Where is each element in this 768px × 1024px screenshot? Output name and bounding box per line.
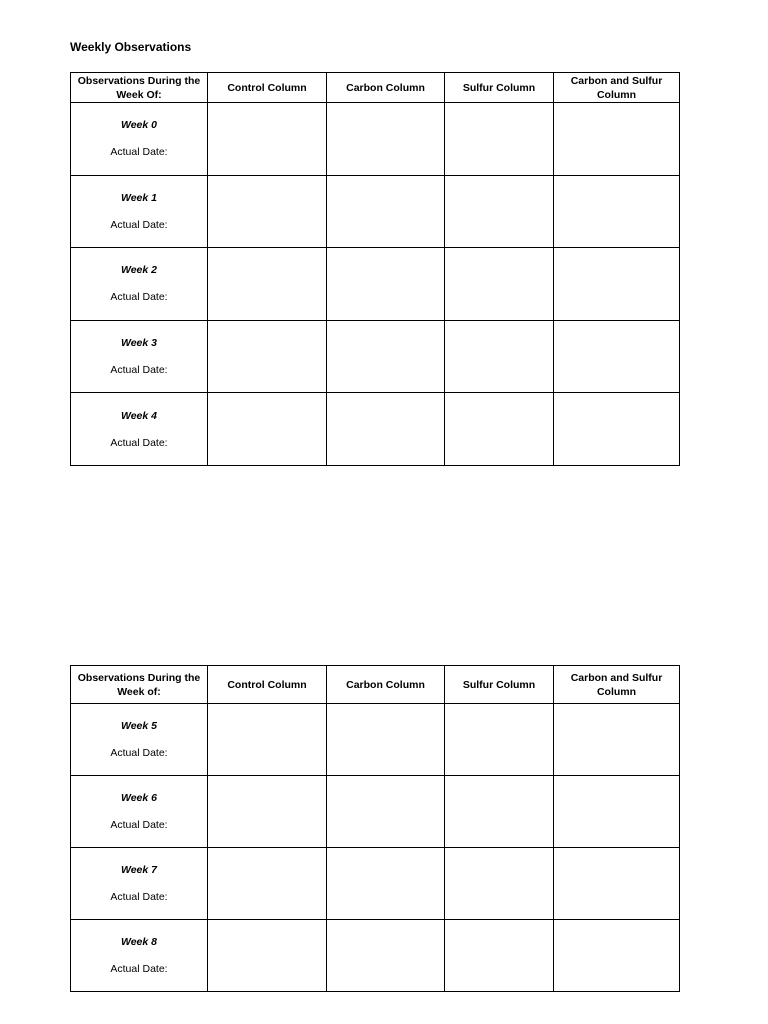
- observations-table-2: [70, 665, 680, 992]
- week-label: Week 8: [121, 936, 157, 948]
- carbon-cell[interactable]: [327, 320, 445, 393]
- control-cell[interactable]: [208, 393, 327, 466]
- carbon-sulfur-cell[interactable]: [554, 103, 680, 176]
- sulfur-cell[interactable]: [445, 320, 554, 393]
- carbon-cell[interactable]: [327, 175, 445, 248]
- carbon-sulfur-cell[interactable]: [554, 704, 680, 776]
- week-cell: [71, 776, 208, 848]
- control-cell[interactable]: [208, 848, 327, 920]
- week-cell: [71, 103, 208, 176]
- header-observations-week: Observations During the Week of:: [71, 666, 208, 704]
- carbon-sulfur-cell[interactable]: [554, 320, 680, 393]
- carbon-cell[interactable]: [327, 704, 445, 776]
- week-label: Week 4: [121, 409, 157, 422]
- table-row: [71, 848, 680, 920]
- week-label: Week 2: [121, 264, 157, 277]
- header-row: [71, 666, 680, 704]
- actual-date-label[interactable]: Actual Date:: [110, 218, 168, 231]
- carbon-sulfur-cell[interactable]: [554, 920, 680, 992]
- header-carbon-column: Carbon Column: [327, 666, 445, 704]
- header-carbon-sulfur-column: Carbon and Sulfur Column: [554, 666, 680, 704]
- table-row: [71, 320, 680, 393]
- week-cell: [71, 393, 208, 466]
- week-cell: [71, 248, 208, 321]
- week-label: Week 7: [121, 864, 157, 876]
- header-control-column: Control Column: [208, 666, 327, 704]
- week-cell: [71, 848, 208, 920]
- carbon-sulfur-cell[interactable]: [554, 776, 680, 848]
- header-carbon-sulfur-column: Carbon and Sulfur Column: [554, 73, 680, 103]
- sulfur-cell[interactable]: [445, 175, 554, 248]
- carbon-sulfur-cell[interactable]: [554, 393, 680, 466]
- sulfur-cell[interactable]: [445, 393, 554, 466]
- sulfur-cell[interactable]: [445, 848, 554, 920]
- table-row: [71, 393, 680, 466]
- carbon-cell[interactable]: [327, 393, 445, 466]
- week-label: Week 6: [121, 792, 157, 804]
- sulfur-cell[interactable]: [445, 248, 554, 321]
- week-cell: [71, 704, 208, 776]
- week-label: Week 0: [121, 119, 157, 132]
- actual-date-label[interactable]: Actual Date:: [110, 819, 168, 831]
- actual-date-label[interactable]: Actual Date:: [110, 436, 168, 449]
- week-cell: [71, 920, 208, 992]
- table-row: [71, 248, 680, 321]
- carbon-cell[interactable]: [327, 920, 445, 992]
- carbon-sulfur-cell[interactable]: [554, 248, 680, 321]
- actual-date-label[interactable]: Actual Date:: [110, 747, 168, 759]
- table-row: [71, 920, 680, 992]
- carbon-sulfur-cell[interactable]: [554, 175, 680, 248]
- header-carbon-column: Carbon Column: [327, 73, 445, 103]
- actual-date-label[interactable]: Actual Date:: [110, 291, 168, 304]
- week-label: Week 3: [121, 337, 157, 350]
- control-cell[interactable]: [208, 776, 327, 848]
- week-label: Week 1: [121, 191, 157, 204]
- header-row: [71, 73, 680, 103]
- observations-table-1: [70, 72, 680, 466]
- page-title: Weekly Observations: [70, 40, 192, 54]
- header-sulfur-column: Sulfur Column: [445, 73, 554, 103]
- control-cell[interactable]: [208, 175, 327, 248]
- week-label: Week 5: [121, 720, 157, 732]
- header-sulfur-column: Sulfur Column: [445, 666, 554, 704]
- control-cell[interactable]: [208, 920, 327, 992]
- carbon-cell[interactable]: [327, 103, 445, 176]
- table-row: [71, 776, 680, 848]
- table-row: [71, 175, 680, 248]
- week-cell: [71, 175, 208, 248]
- control-cell[interactable]: [208, 704, 327, 776]
- carbon-cell[interactable]: [327, 848, 445, 920]
- actual-date-label[interactable]: Actual Date:: [110, 963, 168, 975]
- sulfur-cell[interactable]: [445, 920, 554, 992]
- sulfur-cell[interactable]: [445, 103, 554, 176]
- carbon-cell[interactable]: [327, 248, 445, 321]
- control-cell[interactable]: [208, 103, 327, 176]
- actual-date-label[interactable]: Actual Date:: [110, 364, 168, 377]
- header-control-column: Control Column: [208, 73, 327, 103]
- carbon-cell[interactable]: [327, 776, 445, 848]
- header-observations-week: Observations During the Week Of:: [71, 73, 208, 103]
- sulfur-cell[interactable]: [445, 776, 554, 848]
- sulfur-cell[interactable]: [445, 704, 554, 776]
- table-row: [71, 103, 680, 176]
- actual-date-label[interactable]: Actual Date:: [110, 146, 168, 159]
- week-cell: [71, 320, 208, 393]
- control-cell[interactable]: [208, 320, 327, 393]
- table-row: [71, 704, 680, 776]
- carbon-sulfur-cell[interactable]: [554, 848, 680, 920]
- actual-date-label[interactable]: Actual Date:: [110, 891, 168, 903]
- control-cell[interactable]: [208, 248, 327, 321]
